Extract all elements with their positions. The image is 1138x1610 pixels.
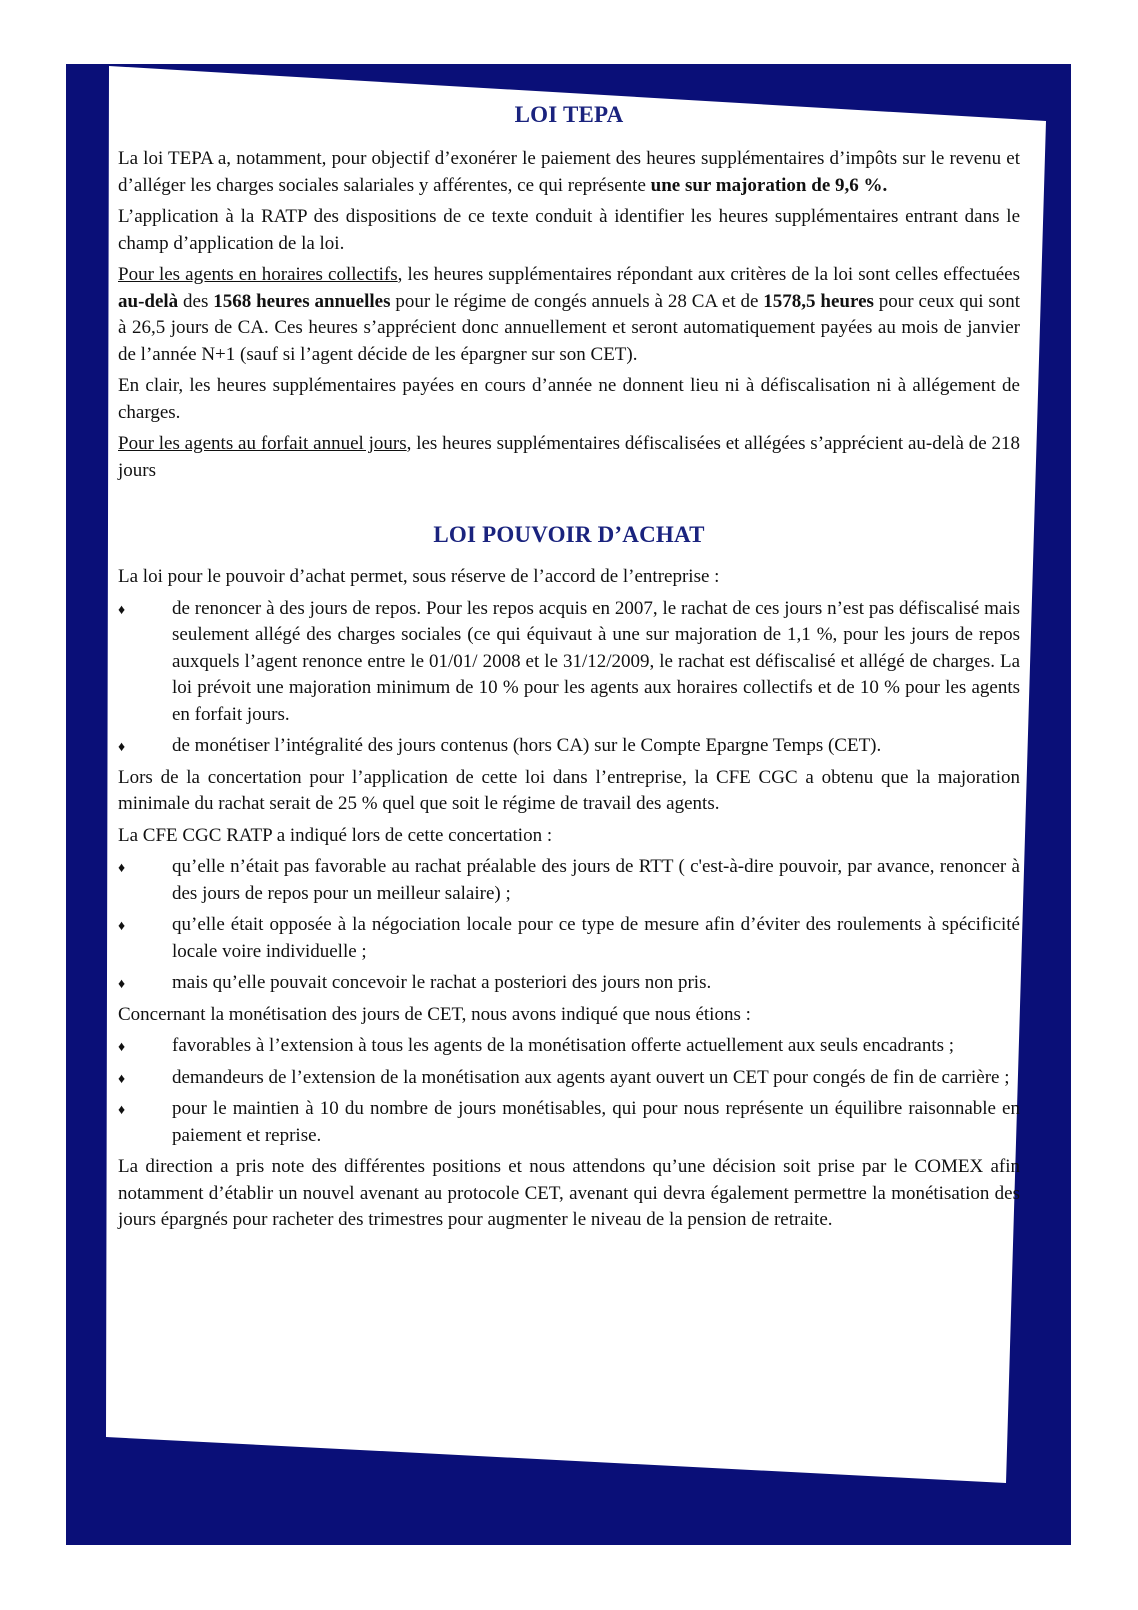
pouvoir-final: La direction a pris note des différentes positions et nous attendons qu’une décision soit prise par le COMEX afin notamment d’établir un nouvel avenant au protocole CET, avenant qui devra également permettre la monétisation des jours épargnés pour racheter des trimestres pour augmenter le niveau de la pension de retraite. xyxy=(118,1156,1020,1230)
list-item: ♦ pour le maintien à 10 du nombre de jours monétisables, qui pour nous représente un équilibre raisonnable en paiement et reprise. xyxy=(118,1098,1020,1146)
list-item: ♦ favorables à l’extension à tous les agents de la monétisation offerte actuellement aux seuls encadrants ; xyxy=(118,1033,1020,1060)
list-item: ♦ qu’elle était opposée à la négociation locale pour ce type de mesure afin d’éviter des roulements à spécificité locale voire individuelle ; xyxy=(118,914,1020,962)
list-item: ♦ de renoncer à des jours de repos. Pour les repos acquis en 2007, le rachat de ces jours n’est pas défiscalisé mais seulement allégé des charges sociales (ce qui équivaut à une sur majoration de 1,1 %, pour les jours de repos auxquels l’agent renonce entre le 01/01/ 2008 et le 31/12/2009, le rachat est défiscalisé et allégé de charges. La loi prévoit une majoration minimum de 10 % pour les agents aux horaires collectifs et de 10 % pour les agents en forfait jours. xyxy=(118,597,1020,725)
bold-majoration: une sur majoration de 9,6 % xyxy=(650,174,883,196)
document-body xyxy=(118,96,1020,1239)
bullet-list-3 xyxy=(118,1033,1020,1149)
diamond-bullet-icon: ♦ xyxy=(118,1103,126,1118)
tepa-paragraph-4: En clair, les heures supplémentaires payées en cours d’année ne donnent lieu ni à défiscalisation ni à allégement de charges. xyxy=(118,375,1020,423)
bullet-list-2 xyxy=(118,854,1020,997)
tepa-paragraph-2: L’application à la RATP des dispositions de ce texte conduit à identifier les heures supplémentaires entrant dans le champ d’application de la loi. xyxy=(118,206,1020,254)
underlined-forfait-jours: Pour les agents au forfait annuel jours xyxy=(118,433,407,454)
diamond-bullet-icon: ♦ xyxy=(118,1040,126,1055)
diamond-bullet-icon: ♦ xyxy=(118,861,126,876)
tepa-paragraph-5: Pour les agents au forfait annuel jours, les heures supplémentaires défiscalisées et allégées s’apprécient au-delà de 218 jours xyxy=(118,433,1020,481)
list-item: ♦ mais qu’elle pouvait concevoir le rachat a posteriori des jours non pris. xyxy=(118,970,1020,997)
list-item: ♦ de monétiser l’intégralité des jours contenus (hors CA) sur le Compte Epargne Temps (CET). xyxy=(118,733,1020,760)
pouvoir-indique: La CFE CGC RATP a indiqué lors de cette concertation : xyxy=(118,824,553,846)
tepa-paragraph-3: Pour les agents en horaires collectifs, les heures supplémentaires répondant aux critères de la loi sont celles effectuées au-delà des 1568 heures annuelles pour le régime de congés annuels à 28 CA et de 1578,5 heures pour ceux qui sont à 26,5 jours de CA. Ces heures s’apprécient donc annuellement et seront automatiquement payées au mois de janvier de l’année N+1 (sauf si l’agent décide de les épargner sur son CET). xyxy=(118,264,1021,365)
heading-loi-tepa: LOI TEPA xyxy=(514,102,624,127)
diamond-bullet-icon: ♦ xyxy=(118,740,126,755)
heading-loi-pouvoir-achat: LOI POUVOIR D’ACHAT xyxy=(433,522,705,547)
list-item: ♦ demandeurs de l’extension de la monétisation aux agents ayant ouvert un CET pour congés de fin de carrière ; xyxy=(118,1065,1020,1092)
pouvoir-intro: La loi pour le pouvoir d’achat permet, sous réserve de l’accord de l’entreprise : xyxy=(118,566,720,587)
diamond-bullet-icon: ♦ xyxy=(118,977,126,992)
pouvoir-concertation: Lors de la concertation pour l’application de cette loi dans l’entreprise, la CFE CGC a obtenu que la majoration minimale du rachat serait de 25 % quel que soit le régime de travail des agents. xyxy=(118,766,1020,814)
diamond-bullet-icon: ♦ xyxy=(118,602,126,618)
pouvoir-monetisation: Concernant la monétisation des jours de CET, nous avons indiqué que nous étions : xyxy=(118,1003,751,1025)
tepa-paragraph-1: La loi TEPA a, notamment, pour objectif d’exonérer le paiement des heures supplémentaires d’impôts sur le revenu et d’alléger les charges sociales salariales y afférentes, ce qui représente une sur majoration de 9,6 %. xyxy=(118,148,1020,196)
diamond-bullet-icon: ♦ xyxy=(118,1071,126,1087)
list-item: ♦ qu’elle n’était pas favorable au rachat préalable des jours de RTT ( c'est-à-dire pouvoir, par avance, renoncer à des jours de repos pour un meilleur salaire) ; xyxy=(118,856,1020,904)
diamond-bullet-icon: ♦ xyxy=(118,919,126,934)
underlined-horaires-collectifs: Pour les agents en horaires collectifs xyxy=(118,264,398,285)
bullet-list-1 xyxy=(118,596,1020,760)
